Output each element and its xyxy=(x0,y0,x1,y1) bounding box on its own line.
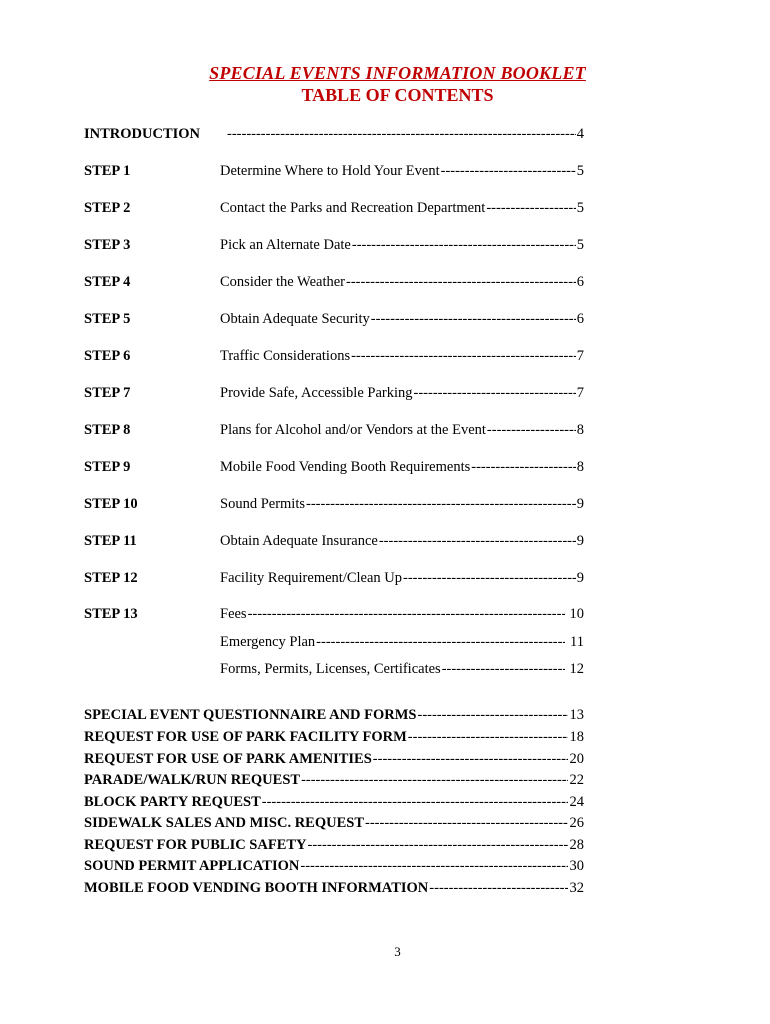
form-page: 22 xyxy=(569,772,584,788)
form-page: 20 xyxy=(569,751,584,767)
dot-leader xyxy=(365,815,567,832)
toc-entry[interactable] xyxy=(220,348,584,365)
dot-leader xyxy=(301,772,567,789)
dot-leader xyxy=(373,751,568,768)
toc-row-step-1 xyxy=(0,163,770,183)
toc-row-step-4 xyxy=(0,274,770,294)
toc-row-step-10 xyxy=(0,496,770,516)
toc-row-step-8 xyxy=(0,422,770,442)
toc-text: Forms, Permits, Licenses, Certificates xyxy=(220,661,441,677)
toc-entry[interactable] xyxy=(220,237,584,254)
forms-row-questionnaire[interactable] xyxy=(84,707,584,727)
form-title: SOUND PERMIT APPLICATION xyxy=(84,858,300,874)
toc-text: Traffic Considerations xyxy=(220,348,351,364)
toc-label: STEP 6 xyxy=(84,348,131,364)
dot-leader xyxy=(306,496,576,513)
toc-text: Contact the Parks and Recreation Department xyxy=(220,200,486,216)
toc-entry[interactable] xyxy=(220,422,584,439)
toc-page: 7 xyxy=(576,348,584,364)
dot-leader xyxy=(418,707,568,724)
toc-page: 8 xyxy=(576,422,584,438)
toc-label: STEP 4 xyxy=(84,274,131,290)
toc-page: 9 xyxy=(576,496,584,512)
dot-leader xyxy=(441,163,576,180)
toc-label: STEP 7 xyxy=(84,385,131,401)
toc-row-step-11 xyxy=(0,533,770,553)
toc-page: 5 xyxy=(576,200,584,216)
toc-entry[interactable] xyxy=(220,496,584,513)
booklet-title: SPECIAL EVENTS INFORMATION BOOKLET xyxy=(209,63,586,83)
dot-leader xyxy=(379,533,576,550)
toc-row-step-3 xyxy=(0,237,770,257)
dot-leader xyxy=(262,794,568,811)
dot-leader xyxy=(316,634,565,651)
toc-page: 5 xyxy=(576,163,584,179)
form-title: SIDEWALK SALES AND MISC. REQUEST xyxy=(84,815,365,831)
toc-entry[interactable] xyxy=(220,200,584,217)
toc-entry[interactable] xyxy=(220,533,584,550)
toc-entry[interactable] xyxy=(220,661,584,678)
form-title: SPECIAL EVENT QUESTIONNAIRE AND FORMS xyxy=(84,707,417,723)
toc-text: Emergency Plan xyxy=(220,634,316,650)
toc-page: 5 xyxy=(576,237,584,253)
dot-leader xyxy=(346,274,576,291)
dot-leader xyxy=(300,858,567,875)
form-page: 24 xyxy=(569,794,584,810)
toc-page: 4 xyxy=(576,126,584,142)
toc-page: 12 xyxy=(569,661,584,677)
forms-row-sidewalk-sales[interactable] xyxy=(84,815,584,835)
form-title: MOBILE FOOD VENDING BOOTH INFORMATION xyxy=(84,880,429,896)
dot-leader xyxy=(248,606,565,623)
toc-text: Determine Where to Hold Your Event xyxy=(220,163,440,179)
toc-text: Sound Permits xyxy=(220,496,305,512)
form-title: REQUEST FOR USE OF PARK AMENITIES xyxy=(84,751,372,767)
toc-text: Facility Requirement/Clean Up xyxy=(220,570,403,586)
toc-label: STEP 9 xyxy=(84,459,131,475)
forms-row-mobile-food[interactable] xyxy=(84,880,584,900)
toc-page: 9 xyxy=(576,570,584,586)
forms-row-block-party[interactable] xyxy=(84,794,584,814)
form-page: 26 xyxy=(569,815,584,831)
toc-row-emergency-plan xyxy=(0,634,770,654)
toc-row-introduction xyxy=(0,126,770,146)
toc-label: STEP 8 xyxy=(84,422,131,438)
toc-text: Obtain Adequate Security xyxy=(220,311,370,327)
toc-label: STEP 1 xyxy=(84,163,131,179)
toc-label: STEP 12 xyxy=(84,570,138,586)
toc-text: Pick an Alternate Date xyxy=(220,237,351,253)
toc-entry[interactable] xyxy=(220,163,584,180)
toc-page: 8 xyxy=(576,459,584,475)
toc-row-forms-permits xyxy=(0,661,770,681)
toc-label: STEP 3 xyxy=(84,237,131,253)
toc-page: 6 xyxy=(576,311,584,327)
dot-leader xyxy=(487,422,576,439)
dot-leader xyxy=(403,570,576,587)
toc-label: STEP 5 xyxy=(84,311,131,327)
form-page: 30 xyxy=(569,858,584,874)
toc-row-step-12 xyxy=(0,570,770,590)
toc-label: STEP 11 xyxy=(84,533,137,549)
toc-heading: TABLE OF CONTENTS xyxy=(301,85,494,105)
toc-row-step-2 xyxy=(0,200,770,220)
dot-leader xyxy=(352,237,576,254)
dot-leader xyxy=(371,311,576,328)
toc-row-step-7 xyxy=(0,385,770,405)
form-title: BLOCK PARTY REQUEST xyxy=(84,794,261,810)
forms-row-sound-permit[interactable] xyxy=(84,858,584,878)
toc-row-step-5 xyxy=(0,311,770,331)
toc-entry[interactable] xyxy=(220,459,584,476)
form-title: REQUEST FOR USE OF PARK FACILITY FORM xyxy=(84,729,407,745)
toc-label: STEP 10 xyxy=(84,496,138,512)
form-page: 13 xyxy=(569,707,584,723)
toc-entry[interactable] xyxy=(220,385,584,402)
page-number: 3 xyxy=(394,944,401,959)
toc-text: Provide Safe, Accessible Parking xyxy=(220,385,413,401)
form-title: PARADE/WALK/RUN REQUEST xyxy=(84,772,301,788)
toc-text: Plans for Alcohol and/or Vendors at the Event xyxy=(220,422,486,438)
toc-label: STEP 13 xyxy=(84,606,138,622)
toc-entry[interactable] xyxy=(220,606,584,623)
forms-row-park-amenities[interactable] xyxy=(84,751,584,771)
toc-text: Consider the Weather xyxy=(220,274,345,290)
form-page: 18 xyxy=(569,729,584,745)
dot-leader xyxy=(227,126,576,143)
forms-row-parade[interactable] xyxy=(84,772,584,792)
toc-text: Fees xyxy=(220,606,247,622)
toc-page: 9 xyxy=(576,533,584,549)
dot-leader xyxy=(486,200,575,217)
form-page: 32 xyxy=(569,880,584,896)
toc-row-step-13 xyxy=(0,606,770,626)
forms-row-public-safety[interactable] xyxy=(84,837,584,857)
toc-entry[interactable] xyxy=(220,311,584,328)
toc-entry[interactable] xyxy=(220,570,584,587)
dot-leader xyxy=(351,348,576,365)
dot-leader xyxy=(442,661,565,678)
toc-entry[interactable] xyxy=(220,634,584,651)
toc-label: INTRODUCTION xyxy=(84,126,201,142)
toc-text: Mobile Food Vending Booth Requirements xyxy=(220,459,471,475)
toc-page: 7 xyxy=(576,385,584,401)
toc-row-step-6 xyxy=(0,348,770,368)
forms-row-park-facility[interactable] xyxy=(84,729,584,749)
form-page: 28 xyxy=(569,837,584,853)
toc-page: 11 xyxy=(570,634,584,650)
dot-leader xyxy=(308,837,568,854)
toc-label: STEP 2 xyxy=(84,200,131,216)
dot-leader xyxy=(471,459,575,476)
toc-text: Obtain Adequate Insurance xyxy=(220,533,378,549)
toc-entry[interactable] xyxy=(226,126,584,143)
dot-leader xyxy=(408,729,568,746)
toc-row-step-9 xyxy=(0,459,770,479)
toc-entry[interactable] xyxy=(220,274,584,291)
toc-page: 10 xyxy=(569,606,584,622)
form-title: REQUEST FOR PUBLIC SAFETY xyxy=(84,837,307,853)
dot-leader xyxy=(414,385,576,402)
toc-page: 6 xyxy=(576,274,584,290)
dot-leader xyxy=(429,880,567,897)
